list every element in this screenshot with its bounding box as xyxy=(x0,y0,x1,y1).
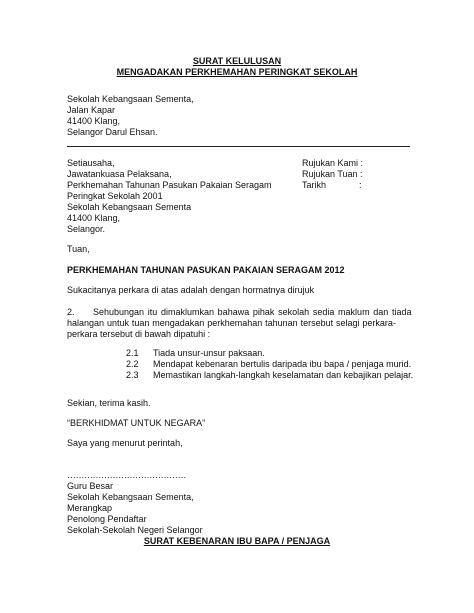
paragraph-2-line: Sehubungan itu dimaklumkan bahawa pihak sekolah sedia maklum dan tiada xyxy=(93,307,412,317)
salutation: Tuan, xyxy=(67,244,90,254)
condition-text: Tiada unsur-unsur paksaan. xyxy=(153,348,265,358)
footer-title: SURAT KEBENARAN IBU BAPA / PENJAGA xyxy=(143,536,331,546)
recipient-line: Jawatankuasa Pelaksana, xyxy=(67,169,172,179)
signatory-line: Sekolah-Sekolah Negeri Selangor xyxy=(67,525,203,535)
paragraph-2-number: 2. xyxy=(67,307,75,317)
rujukan-kami-label: Rujukan Kami : xyxy=(302,158,364,168)
signatory-line: Guru Besar xyxy=(67,481,114,491)
sender-line: Jalan Kapar xyxy=(67,105,116,115)
letter-subject: PERKHEMAHAN TAHUNAN PASUKAN PAKAIAN SERAGAM 2012 xyxy=(67,265,345,275)
recipient-line: Selangor. xyxy=(67,224,106,234)
letter-title-line2: MENGADAKAN PERKHEMAHAN PERINGKAT SEKOLAH xyxy=(116,67,358,77)
letter-title-line1: SURAT KELULUSAN xyxy=(192,56,282,66)
sender-line: Selangor Darul Ehsan. xyxy=(67,127,158,137)
recipient-line: Sekolah Kebangsaan Sementa xyxy=(67,202,192,212)
recipient-line: Peringkat Sekolah 2001 xyxy=(67,191,163,201)
closing-sign-off: Saya yang menurut perintah, xyxy=(67,438,183,448)
divider-line xyxy=(67,146,410,147)
condition-number: 2.3 xyxy=(126,370,139,380)
recipient-line: Setiausaha, xyxy=(67,158,115,168)
condition-text: Memastikan langkah-langkah keselamatan dan kebajikan pelajar. xyxy=(153,370,414,380)
rujukan-tuan-label: Rujukan Tuan : xyxy=(302,169,363,179)
recipient-line: Perkhemahan Tahunan Pasukan Pakaian Seragam xyxy=(67,180,272,190)
paragraph-1: Sukacitanya perkara di atas adalah dengan hormatnya dirujuk xyxy=(67,285,315,295)
sender-line: 41400 Klang, xyxy=(67,116,121,126)
signatory-line: Sekolah Kebangsaan Sementa, xyxy=(67,492,194,502)
sender-line: Sekolah Kebangsaan Sementa, xyxy=(67,94,194,104)
closing-thanks: Sekian, terima kasih. xyxy=(67,398,151,408)
closing-motto: “BERKHIDMAT UNTUK NEGARA” xyxy=(67,418,206,428)
condition-number: 2.1 xyxy=(126,348,139,358)
tarikh-label: Tarikh xyxy=(302,180,327,190)
paragraph-2-line: perkara tersebut di bawah dipatuhi : xyxy=(67,329,211,339)
signatory-line: Merangkap xyxy=(67,503,113,513)
condition-text: Mendapat kebenaran bertulis daripada ibu bapa / penjaga murid. xyxy=(153,359,412,369)
recipient-line: 41400 Klang, xyxy=(67,213,121,223)
signatory-line: Penolong Pendaftar xyxy=(67,514,147,524)
paragraph-2-line: halangan untuk tuan mengadakan perkhemahan tahunan tersebut selagi perkara- xyxy=(67,318,396,328)
tarikh-colon: : xyxy=(359,180,362,190)
condition-number: 2.2 xyxy=(126,359,139,369)
signature-dots: …………………………………… xyxy=(67,470,186,480)
